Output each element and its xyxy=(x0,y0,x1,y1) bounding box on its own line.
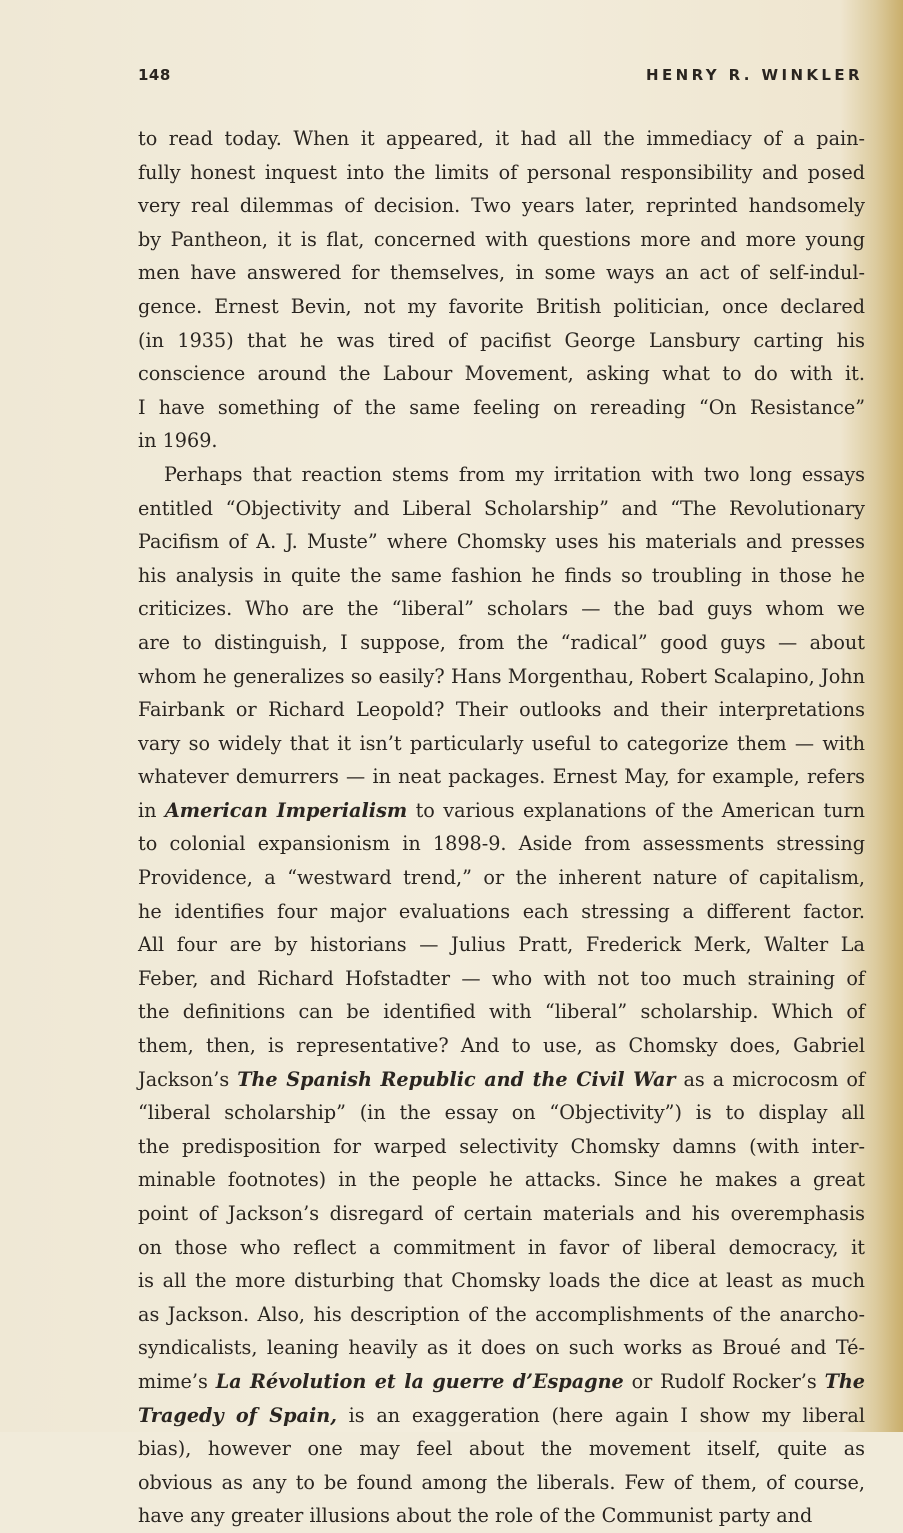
text-line xyxy=(138,1365,865,1399)
page-number: 148 xyxy=(138,66,171,84)
text-line: them, then, is representative? And to use, as Chomsky does, Gabriel xyxy=(138,1034,865,1058)
italic-title: The xyxy=(824,1369,866,1393)
text-line: the definitions can be identified with “liberal” scholarship. Which of xyxy=(138,1000,865,1024)
text-line: All four are by historians — Julius Pratt, Frederick Merk, Walter La xyxy=(138,933,865,957)
italic-title: The Spanish Republic and the Civil War xyxy=(237,1067,676,1091)
text-line: by Pantheon, it is flat, concerned with questions more and more young xyxy=(138,227,865,251)
text-line: Providence, a “westward trend,” or the inherent nature of capitalism, xyxy=(138,866,865,890)
text-run: mime’s xyxy=(138,1369,216,1393)
text-line: Pacifism of A. J. Muste” where Chomsky uses his materials and presses xyxy=(138,530,865,554)
text-line: point of Jackson’s disregard of certain materials and his overemphasis xyxy=(138,1202,865,1225)
text-line: as Jackson. Also, his description of the accomplishments of the anarcho- xyxy=(138,1302,865,1326)
text-run: to various explanations of the American turn xyxy=(407,798,865,822)
page-header xyxy=(138,66,863,96)
text-line: fully honest inquest into the limits of personal responsibility and posed xyxy=(138,160,865,184)
text-line xyxy=(138,794,865,828)
text-line xyxy=(138,1399,865,1433)
text-line: in 1969. xyxy=(138,429,218,453)
text-line: Fairbank or Richard Leopold? Their outlooks and their interpretations xyxy=(138,698,865,722)
italic-title: American Imperialism xyxy=(164,798,408,822)
text-line: have any greater illusions about the role of the Communist party and xyxy=(138,1504,813,1528)
text-line: he identifies four major evaluations each stressing a different factor. xyxy=(138,899,865,923)
text-line: obvious as any to be found among the liberals. Few of them, of course, xyxy=(138,1470,865,1494)
text-run: as a microcosm of xyxy=(675,1067,865,1091)
text-line: his analysis in quite the same fashion he finds so troubling in those he xyxy=(138,563,865,587)
text-line xyxy=(138,1063,865,1097)
text-run: or Rudolf Rocker’s xyxy=(623,1369,825,1393)
text-line: men have answered for themselves, in some ways an act of self-indul- xyxy=(138,261,865,285)
text-line: syndicalists, leaning heavily as it does on such works as Broué and Té- xyxy=(138,1336,865,1360)
paragraph xyxy=(138,458,865,1533)
text-line: minable footnotes) in the people he attacks. Since he makes a great xyxy=(138,1168,865,1192)
text-line: are to distinguish, I suppose, from the “radical” good guys — about xyxy=(138,630,865,654)
text-line: whom he generalizes so easily? Hans Morgenthau, Robert Scalapino, John xyxy=(138,664,865,688)
text-line: “liberal scholarship” (in the essay on “Objectivity”) is to display all xyxy=(138,1101,865,1125)
text-line: I have something of the same feeling on rereading “On Resistance” xyxy=(138,395,865,419)
paragraph xyxy=(138,122,865,458)
text-run: is an exaggeration (here again I show my liberal xyxy=(336,1403,865,1427)
text-line: Perhaps that reaction stems from my irritation with two long essays xyxy=(164,462,865,486)
text-line: bias), however one may feel about the movement itself, quite as xyxy=(138,1437,865,1461)
body-text xyxy=(138,122,865,1533)
text-line: gence. Ernest Bevin, not my favorite British politician, once declared xyxy=(138,294,865,318)
text-line: on those who reflect a commitment in favor of liberal democracy, it xyxy=(138,1235,865,1259)
text-line: Feber, and Richard Hofstadter — who with not too much straining of xyxy=(138,966,865,990)
text-run: in xyxy=(138,798,165,822)
text-line: (in 1935) that he was tired of pacifist George Lansbury carting his xyxy=(138,328,865,352)
text-line: entitled “Objectivity and Liberal Scholarship” and “The Revolutionary xyxy=(138,496,865,520)
text-line: vary so widely that it isn’t particularly useful to categorize them — with xyxy=(138,731,865,755)
text-line: is all the more disturbing that Chomsky loads the dice at least as much xyxy=(138,1269,865,1293)
text-line: very real dilemmas of decision. Two years later, reprinted handsomely xyxy=(138,194,865,218)
text-line: whatever demurrers — in neat packages. Ernest May, for example, refers xyxy=(138,765,865,789)
text-line: criticizes. Who are the “liberal” scholars — the bad guys whom we xyxy=(138,597,865,621)
italic-title: La Révolution et la guerre d’Espagne xyxy=(215,1369,624,1393)
text-line: conscience around the Labour Movement, asking what to do with it. xyxy=(138,362,865,386)
text-line: to read today. When it appeared, it had all the immediacy of a pain- xyxy=(138,127,865,150)
text-run: Jackson’s xyxy=(138,1067,238,1091)
text-line: to colonial expansionism in 1898-9. Aside from assessments stressing xyxy=(138,832,865,856)
running-head: HENRY R. WINKLER xyxy=(646,66,863,84)
text-line: the predisposition for warped selectivity Chomsky damns (with inter- xyxy=(138,1134,865,1158)
italic-title: Tragedy of Spain, xyxy=(138,1403,337,1427)
